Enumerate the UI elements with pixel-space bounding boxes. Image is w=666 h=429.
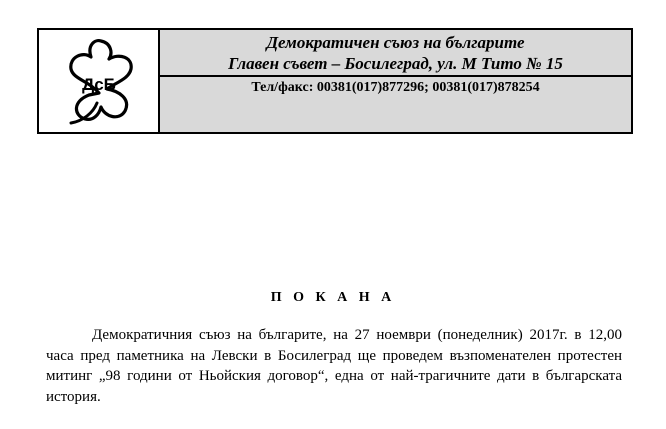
contact-line: Тел/факс: 00381(017)877296; 00381(017)878254 bbox=[251, 80, 540, 95]
logo bbox=[47, 31, 151, 131]
logo-cell bbox=[39, 30, 160, 132]
org-name: Демократичен съюз на българите bbox=[266, 32, 525, 52]
document-body: Демократичния съюз на българите, на 27 ноември (понеделник) 2017г. в 12,00 часа пред паметника на Левски в Босилеград ще проведем възпоменателен протестен митинг „98 години от Ньойския договор“, една от най-трагичните дати в българската история. bbox=[46, 327, 622, 405]
logo-text: ДсБ bbox=[81, 75, 116, 94]
letterhead bbox=[37, 28, 633, 134]
letterhead-info bbox=[160, 30, 631, 132]
document-title: П О К А Н А bbox=[270, 290, 396, 305]
org-block bbox=[160, 30, 631, 77]
org-address: Главен съвет – Босилеград, ул. М Тито № 15 bbox=[228, 53, 563, 73]
clover-logo-icon bbox=[49, 33, 149, 129]
